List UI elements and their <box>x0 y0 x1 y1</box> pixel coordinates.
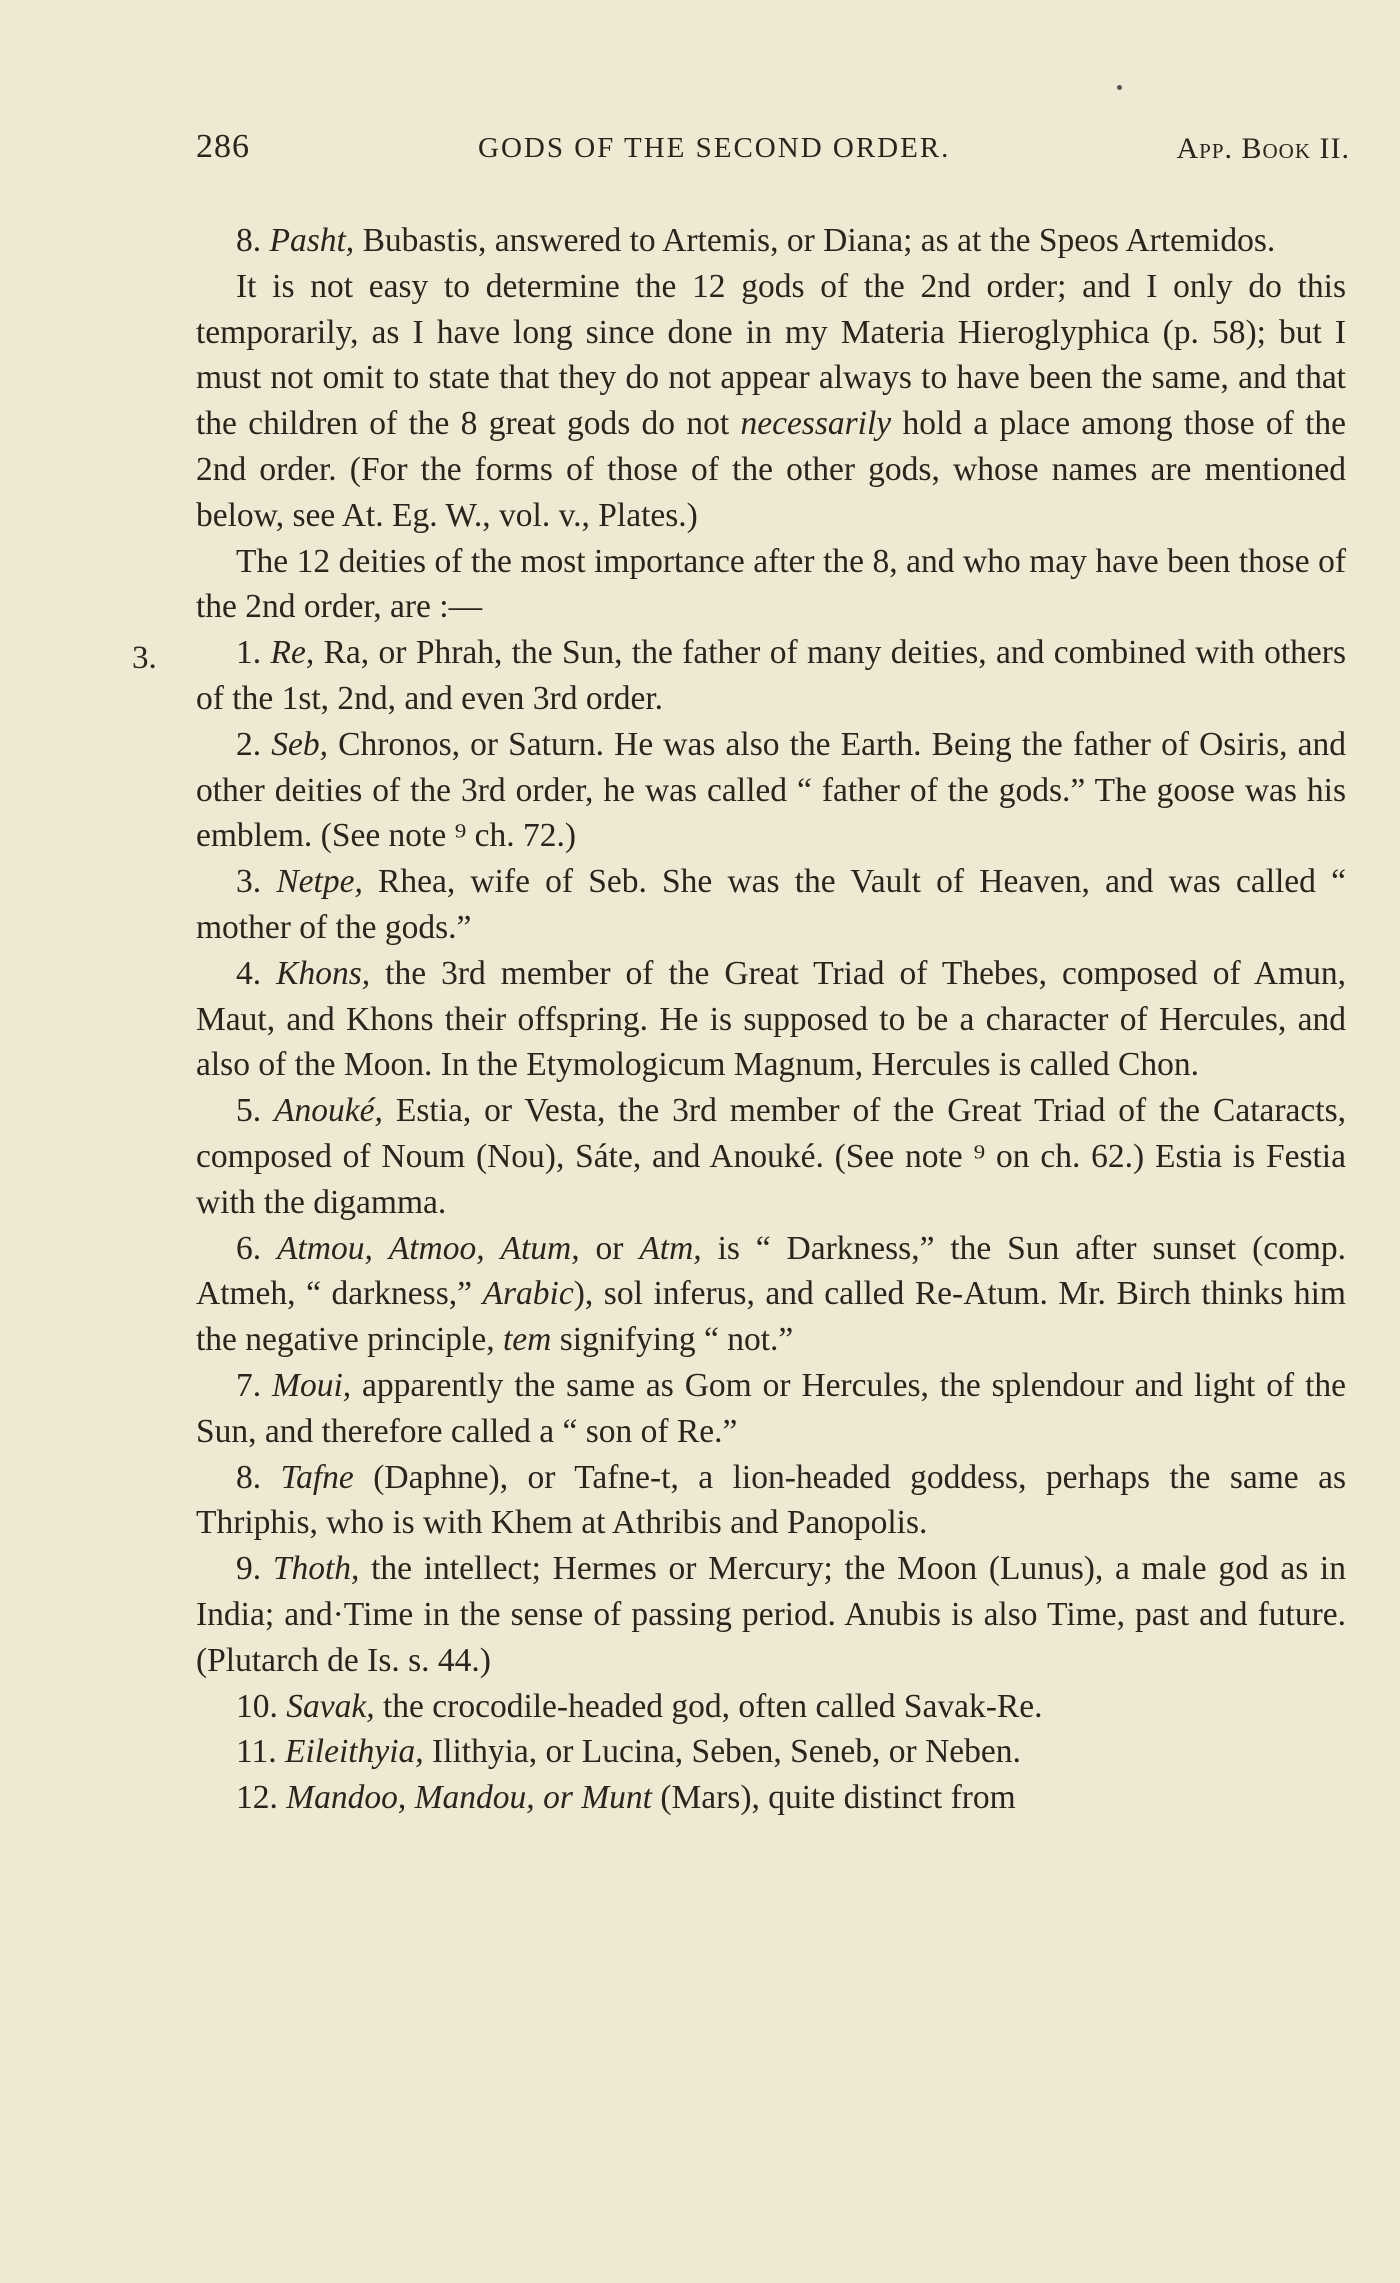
italic-term: Atmoo, <box>388 1229 485 1267</box>
italic-term: Thoth, <box>272 1550 360 1588</box>
italic-term: Atmou, <box>277 1229 373 1267</box>
text-run: 8. <box>236 1458 281 1496</box>
text-run: 5. <box>236 1092 275 1130</box>
text-run: is “ Darkness,” the Sun after sunset (comp. Atmeh, “ darkness,” <box>196 1229 1347 1313</box>
text-run <box>373 1230 389 1267</box>
text-run: the intellect; Hermes or Mercury; the Moon (Lunus), a male god as in India; and·Time in the sense of passing period. Anubis is also Time, past and future. (Plutarch de Is. s. 44.) <box>196 1550 1346 1679</box>
text-run: The 12 deities of the most importance after the 8, and who may have been those of the 2nd order, are :— <box>196 542 1346 626</box>
italic-term: Atm, <box>639 1229 702 1267</box>
italic-term: Arabic <box>482 1275 574 1313</box>
text-run: (Mars), quite distinct from <box>651 1779 1016 1817</box>
running-header <box>196 128 1350 176</box>
paragraph <box>196 630 1346 722</box>
text-run: 10. <box>236 1687 287 1725</box>
text-run: the 3rd member of the Great Triad of Thebes, composed of Amun, Maut, and Khons their offspring. He is supposed to be a character of Hercules, and also of the Moon. In the Etymologicum Magnum, Hercules is called Chon. <box>196 954 1346 1084</box>
paragraph <box>196 1363 1346 1455</box>
text-run: 2. <box>236 725 272 763</box>
italic-term: Atum, <box>500 1229 580 1267</box>
text-run: 12. <box>236 1779 287 1817</box>
italic-term: tem <box>502 1321 552 1359</box>
text-run <box>406 1779 414 1816</box>
text-run: Ra, or Phrah, the Sun, the father of many deities, and combined with others of the 1st, 2nd, and even 3rd order. <box>196 634 1346 717</box>
paragraph <box>196 1455 1346 1547</box>
margin-note: 3. <box>132 640 157 676</box>
italic-term: Eileithyia, <box>285 1733 424 1771</box>
text-run: 9. <box>236 1550 273 1588</box>
italic-term: Tafne <box>280 1458 354 1496</box>
text-run <box>535 1779 543 1816</box>
italic-term: or Munt <box>543 1779 652 1817</box>
italic-term: Moui, <box>272 1366 352 1404</box>
paragraph <box>196 1546 1346 1683</box>
book-reference: App. Book II. <box>1176 132 1350 165</box>
paragraph <box>196 722 1346 859</box>
paragraph <box>196 1088 1346 1225</box>
paragraph <box>196 859 1346 951</box>
paragraph <box>196 539 1346 631</box>
text-run: or <box>579 1229 640 1267</box>
italic-term: Netpe, <box>276 863 363 901</box>
italic-term: Savak, <box>286 1687 375 1725</box>
paragraph <box>196 1226 1346 1363</box>
paragraph <box>196 1684 1346 1730</box>
text-run: the crocodile-headed god, often called Savak-Re. <box>374 1687 1043 1725</box>
paragraph <box>196 951 1346 1088</box>
paragraph <box>196 264 1346 539</box>
text-run <box>485 1230 501 1267</box>
italic-term: Mandoo, <box>286 1779 407 1817</box>
text-run: Bubastis, answered to Artemis, or Diana; as at the Speos Artemidos. <box>354 222 1276 259</box>
text-run: It is not easy to determine the 12 gods of the 2nd order; and I only do this temporarily, as I have long since done in my Materia Hieroglyphica (p. 58); but I must not omit to state that they do not appear always to have been the same, and that the children of the 8 great gods do not <box>196 267 1346 443</box>
text-run: 11. <box>236 1733 286 1771</box>
text-run: 4. <box>236 954 277 992</box>
text-run: 7. <box>236 1366 273 1404</box>
italic-term: Pasht, <box>269 222 355 259</box>
italic-term: Re, <box>270 634 315 672</box>
text-run: 1. <box>236 634 271 672</box>
text-run: apparently the same as Gom or Hercules, the splendour and light of the Sun, and therefore called a “ son of Re.” <box>196 1366 1347 1450</box>
text-run: Rhea, wife of Seb. She was the Vault of Heaven, and was called “ mother of the gods.” <box>196 863 1346 946</box>
text-run: 6. <box>236 1229 278 1267</box>
ink-speck <box>1117 85 1122 90</box>
paragraph <box>196 1775 1346 1821</box>
paragraph <box>196 218 1346 264</box>
text-run: 8. <box>236 222 270 259</box>
text-run: Ilithyia, or Lucina, Seben, Seneb, or Neben. <box>423 1733 1021 1771</box>
text-run: 3. <box>236 863 277 901</box>
italic-term: necessarily <box>740 405 892 443</box>
page-number: 286 <box>196 128 250 165</box>
text-run: Chronos, or Saturn. He was also the Earth. Being the father of Osiris, and other deities of the 3rd order, he was called “ father of the gods.” The goose was his emblem. (See note ⁹ ch. 72.) <box>196 725 1346 855</box>
italic-term: Mandou, <box>414 1779 535 1817</box>
italic-term: Khons, <box>276 954 371 992</box>
running-title: GODS OF THE SECOND ORDER. <box>478 132 951 164</box>
text-run: Estia, or Vesta, the 3rd member of the Great Triad of the Cataracts, composed of Noum (Nou), Sáte, and Anouké. (See note ⁹ on ch. 62.) Estia is Festia with the digamma. <box>196 1092 1346 1221</box>
italic-term: Seb, <box>271 725 328 763</box>
text-run: (Daphne), or Tafne-t, a lion-headed goddess, perhaps the same as Thriphis, who is with Khem at Athribis and Panopolis. <box>196 1458 1347 1542</box>
body-text <box>196 218 1346 1821</box>
italic-term: Anouké, <box>274 1092 383 1130</box>
paragraph <box>196 1729 1346 1775</box>
text-run: hold a place among those of the 2nd order. (For the forms of those of the other gods, whose names are mentioned below, see At. Eg. W., vol. v., Plates.) <box>196 405 1347 534</box>
text-run: ), sol inferus, and called Re-Atum. Mr. Birch thinks him the negative principle, <box>196 1275 1346 1359</box>
text-run: signifying “ not.” <box>551 1321 794 1359</box>
